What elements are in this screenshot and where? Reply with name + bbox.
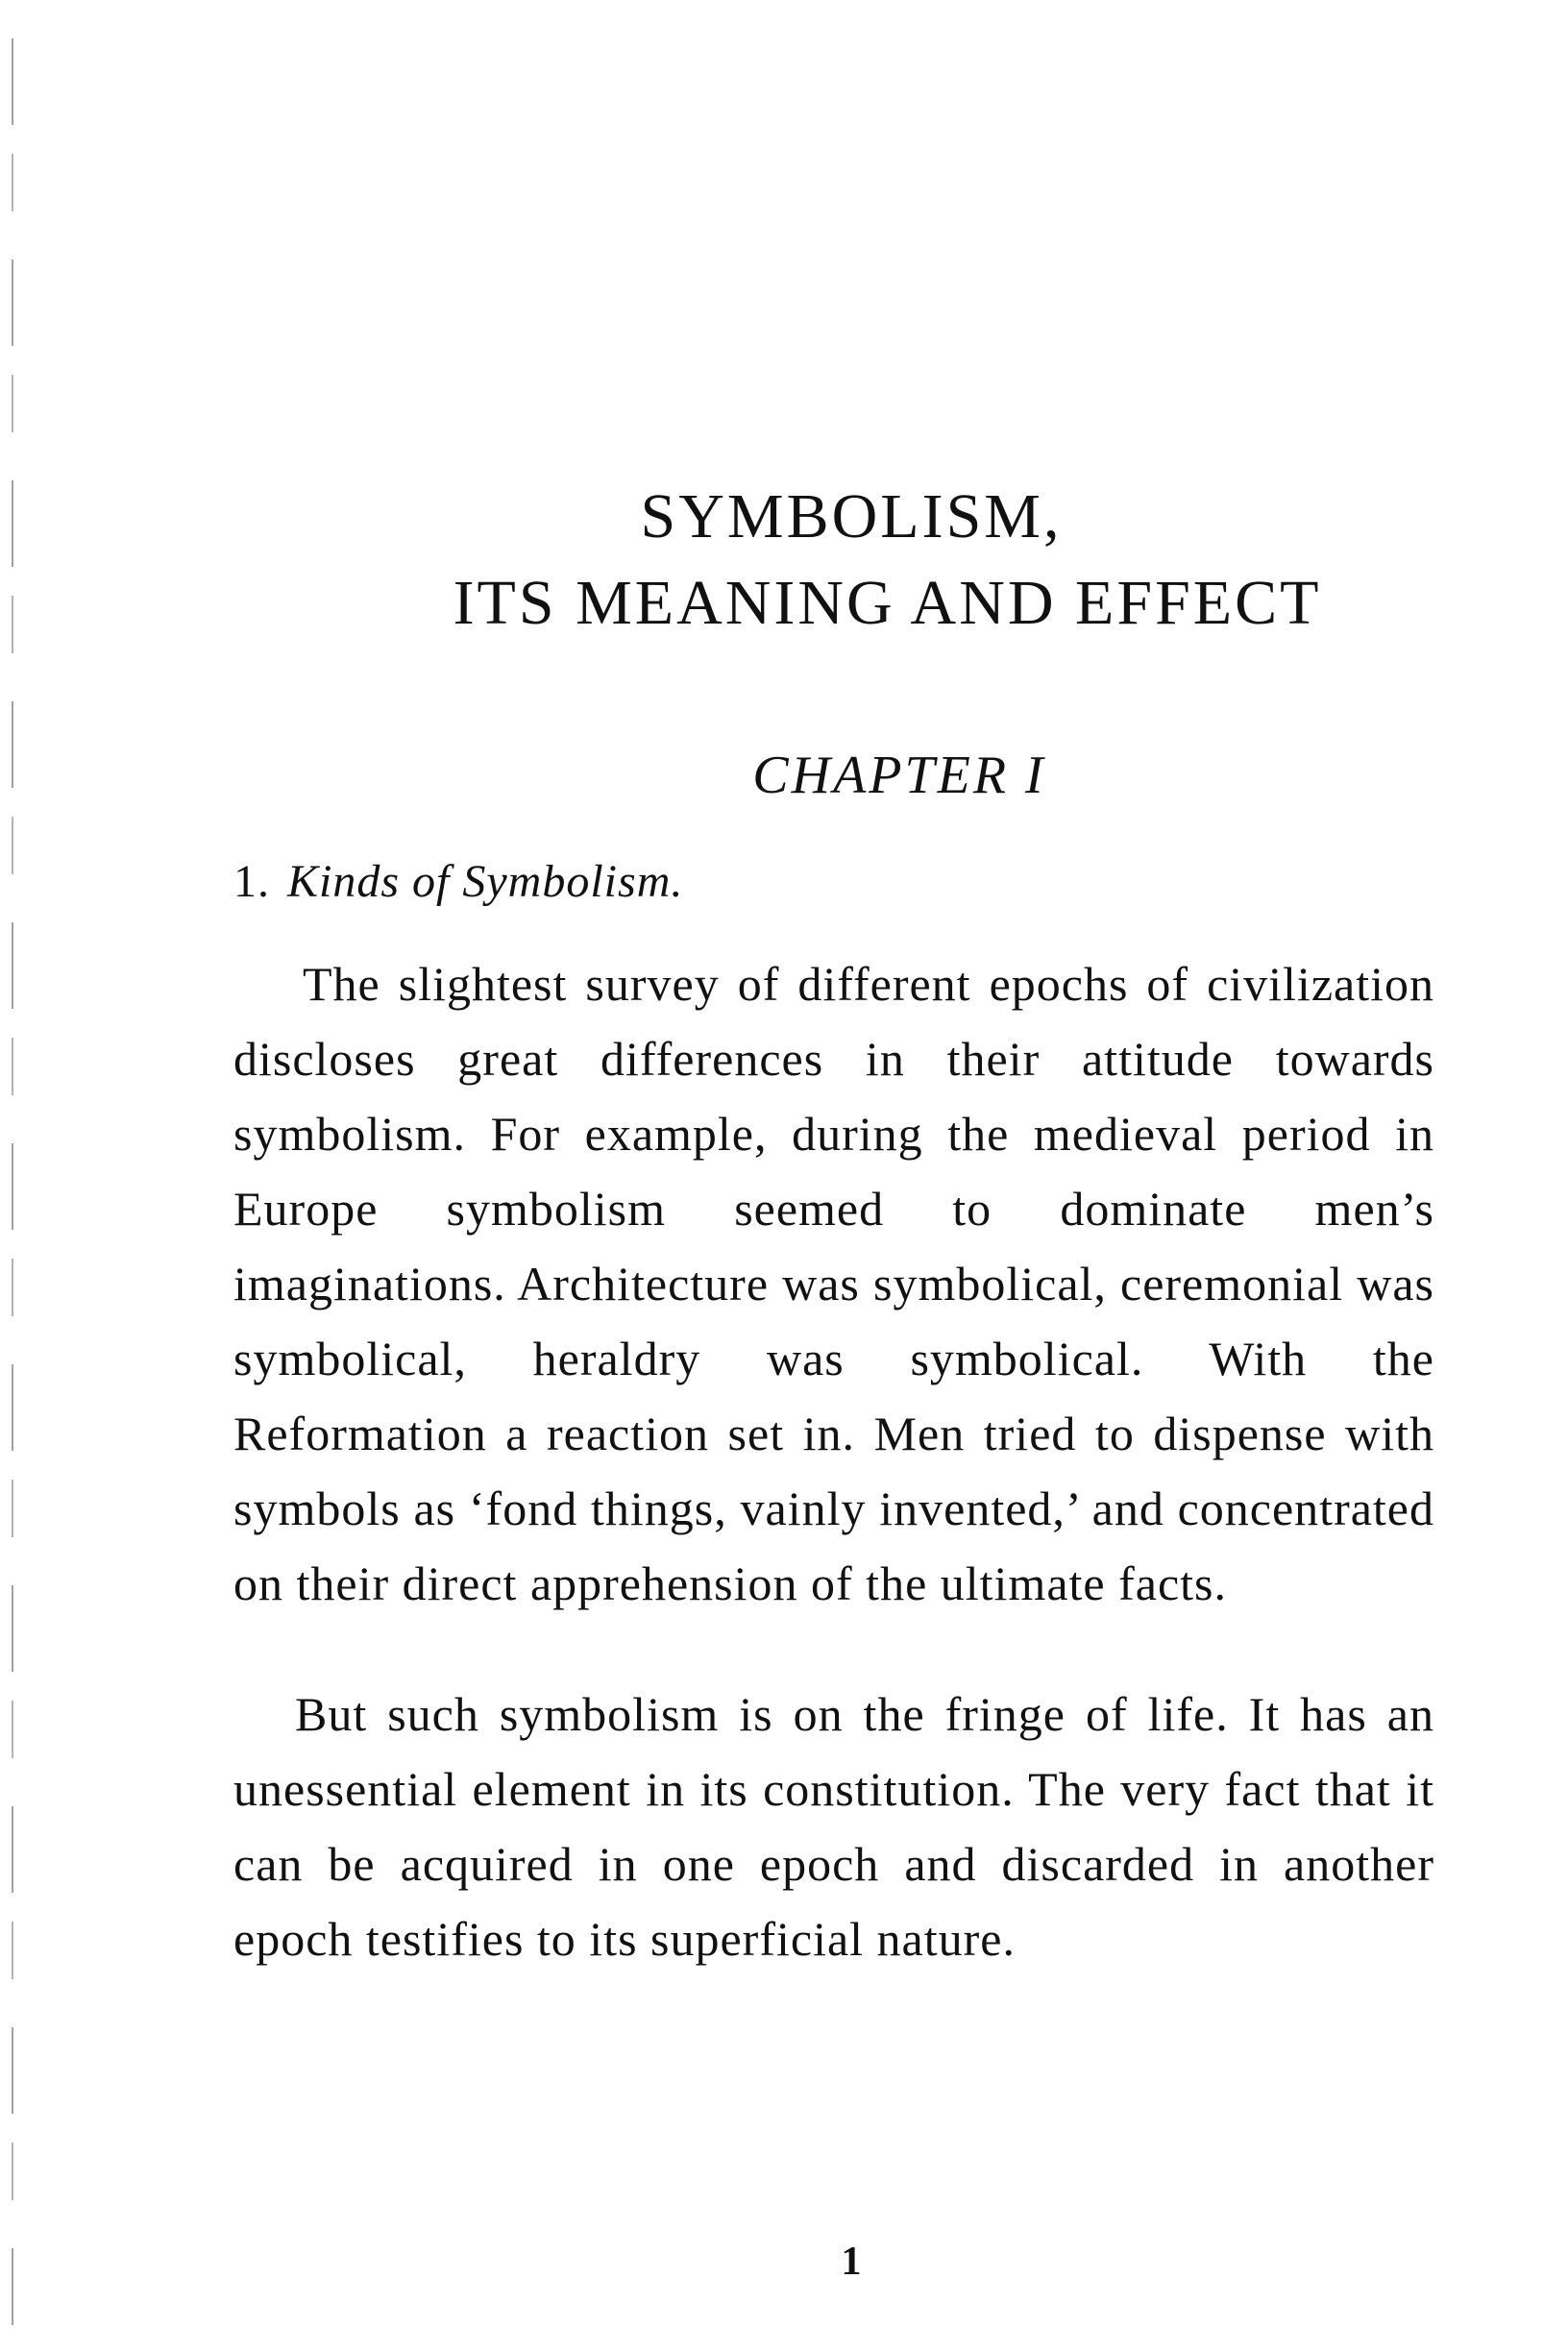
page-number: 1	[841, 2240, 862, 2284]
section-number: 1.	[233, 856, 270, 907]
section-heading	[233, 855, 683, 908]
book-title-line-1: SYMBOLISM,	[640, 481, 1063, 551]
section-title: Kinds of Symbolism.	[287, 856, 684, 907]
chapter-heading: CHAPTER I	[752, 746, 1046, 805]
book-title-line-2: ITS MEANING AND EFFECT	[453, 568, 1322, 638]
paragraph-2: But such symbolism is on the fringe of life. It has an unessential element in its constitution. The very fact that it can be acquired in one epoch and discarded in another epoch testifies to its superficial nature.	[233, 1687, 1434, 1966]
scan-edge-line	[12, 38, 13, 2325]
paragraph-1: The slightest survey of different epochs of civilization discloses great differences in their attitude towards symbolism. For example, during the medieval period in Europe symbolism seemed to dominate men’s imaginations. Architecture was symbolical, ceremonial was symbolical, heraldry was symbolical. With the Reformation a reaction set in. Men tried to dispense with symbols as ‘fond things, vainly invented,’ and concentrated on their direct apprehension of the ultimate facts.	[233, 957, 1434, 1610]
